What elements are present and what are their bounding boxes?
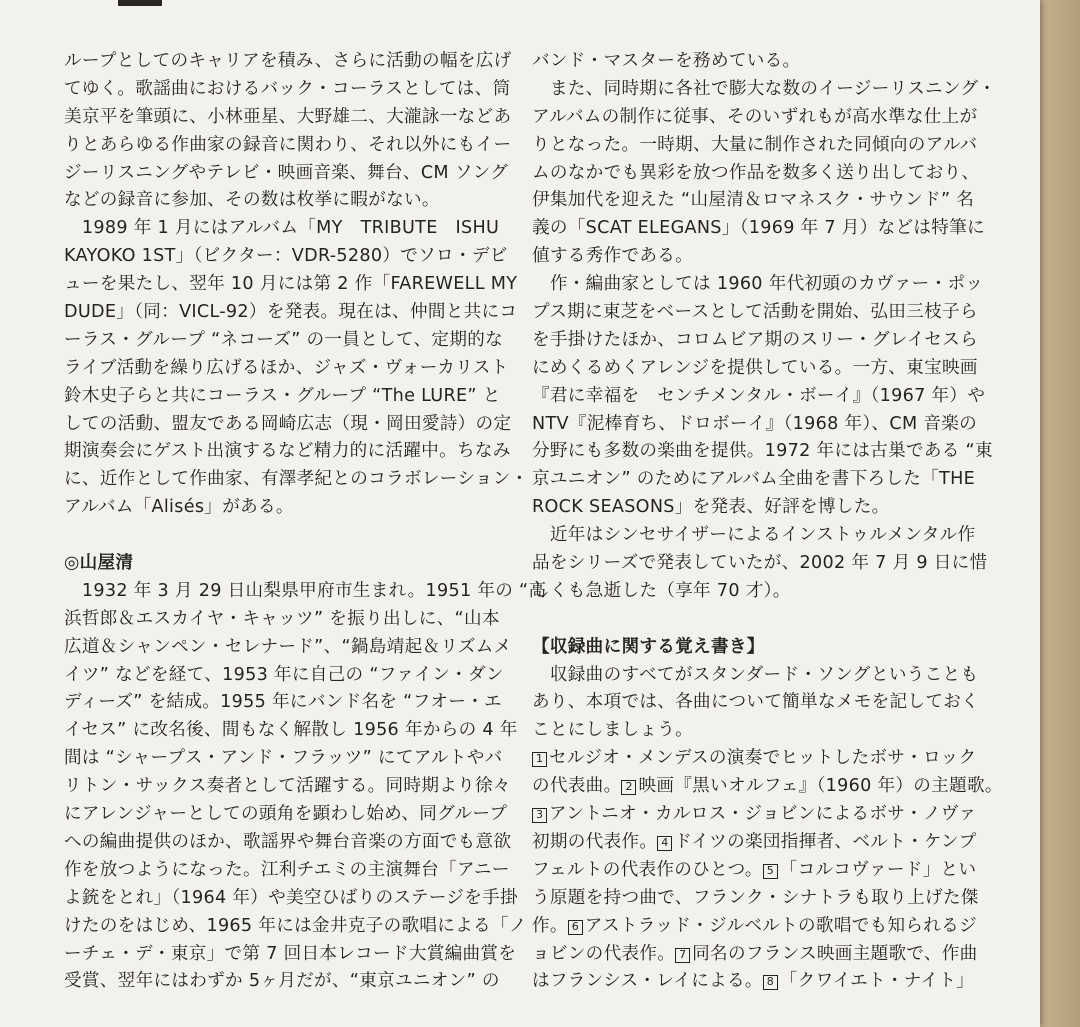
text-line: にめくるめくアレンジを提供している。一方、東宝映画 [532, 357, 978, 378]
section-heading-yamaya: ◎山屋清 [64, 553, 134, 574]
left-column [64, 48, 547, 996]
track-number-box: 4 [657, 836, 672, 851]
text-line: バンド・マスターを務めている。 [532, 51, 801, 71]
text-line: 値する秀作である。 [532, 246, 694, 267]
paragraph-notes-intro [532, 662, 994, 746]
track-number-box: 3 [532, 808, 547, 823]
paragraph-yamaya-bio [64, 578, 547, 996]
text-line: などの録音に参加、その数は枚挙に暇がない。 [64, 190, 440, 211]
text-line: 京ユニオン” のためにアルバム全曲を書下ろした「THE [532, 469, 976, 490]
text-line: に、近作として作曲家、有澤孝紀とのコラボレーション・ [64, 469, 529, 490]
text-line: プス期に東芝をベースとして活動を開始、弘田三枝子ら [532, 302, 978, 323]
track-note-text: アントニオ・カルロス・ジョビンによるボサ・ノヴァ [549, 804, 977, 825]
text-line: しての活動、盟友である岡崎広志（現・岡田愛詩）の定 [64, 413, 512, 434]
paragraph-arranger [532, 271, 994, 522]
track-note-text: の代表曲。 [532, 776, 622, 797]
text-line: 分野にも多数の楽曲を提供。1972 年には古巣である “東 [532, 441, 993, 462]
text-line: 1989 年 1 月にはアルバム「MY TRIBUTE ISHU [64, 218, 500, 239]
text-line: イセス” に改名後、間もなく解散し 1956 年からの 4 年 [64, 720, 518, 741]
text-line: りとなった。一時期、大量に制作された同傾向のアルバ [532, 134, 978, 155]
text-line: 受賞、翌年にはわずか 5ヶ月だが、“東京ユニオン” の [64, 971, 500, 992]
right-column [532, 48, 1003, 996]
text-line: けたのをはじめ、1965 年には金井克子の歌唱による「ノ [64, 915, 527, 936]
track-note-text: セルジオ・メンデスの演奏でヒットしたボサ・ロック [549, 748, 977, 769]
text-line: てゆく。歌謡曲におけるバック・コーラスとしては、筒 [64, 78, 511, 99]
track-number-box: 2 [621, 780, 636, 795]
text-line: への編曲提供のほか、歌謡界や舞台音楽の方面でも意欲 [64, 831, 512, 852]
text-line: ーチェ・デ・東京」で第 7 回日本レコード大賞編曲賞を [64, 943, 517, 964]
track-note-line [532, 885, 994, 913]
text-line: ディーズ” を結成。1955 年にバンド名を “フオー・エ [64, 692, 502, 713]
track-note-text: アストラッド・ジルベルトの歌唱でも知られるジ [584, 915, 977, 936]
track-note-text: う原題を持つ曲で、フランク・シナトラも取り上げた傑 [532, 887, 979, 908]
track-note-text: 同名のフランス映画主題歌で、作曲 [692, 943, 978, 964]
track-note-text: 初期の代表作。 [532, 831, 658, 852]
text-line: 間は “シャープス・アンド・フラッツ” にてアルトやバ [64, 748, 503, 769]
track-note-line [532, 968, 994, 996]
track-note-text: はフランシス・レイによる。 [532, 971, 763, 992]
paragraph-band-master [532, 48, 997, 271]
track-note-text: 「クワイエト・ナイト」 [779, 971, 975, 992]
text-line: 期演奏会にゲスト出演するなど精力的に活躍中。ちなみ [64, 441, 511, 462]
track-number-box: 5 [763, 864, 778, 879]
text-line: 広道＆シャンペン・セレナード”、“鍋島靖起＆リズムメ [64, 636, 512, 657]
text-line: KAYOKO 1ST」（ビクター：VDR-5280）でソロ・デビ [64, 246, 508, 267]
text-line: にアレンジャーとしての頭角を顕わし始め、同グループ [64, 804, 508, 825]
text-line: アルバムの制作に従事、そのいずれもが高水準な仕上が [532, 106, 978, 127]
text-line: あり、本項では、各曲について簡単なメモを記しておく [532, 692, 979, 713]
text-line: 『君に幸福を センチメンタル・ボーイ』（1967 年）や [532, 385, 986, 406]
text-line: 作を放つようになった。江利チエミの主演舞台「アニー [64, 859, 510, 880]
paragraph-intro [64, 48, 512, 215]
text-line: ムのなかでも異彩を放つ作品を数多く送り出しており、 [532, 162, 980, 183]
track-number-box: 1 [532, 752, 547, 767]
text-line: 美京平を筆頭に、小林亜星、大野雄二、大瀧詠一などあ [64, 106, 512, 127]
text-line: NTV『泥棒育ち、ドロボーイ』（1968 年）、CM 音楽の [532, 413, 978, 434]
text-line: 1932 年 3 月 29 日山梨県甲府市生まれ。1951 年の “高 [64, 580, 547, 601]
text-line: アルバム「Alisés」がある。 [64, 497, 294, 518]
text-line: ライブ活動を繰り広げるほか、ジャズ・ヴォーカリスト [64, 357, 509, 378]
paragraph-recent [532, 522, 994, 606]
text-line: しくも急逝した（享年 70 才）。 [532, 580, 791, 601]
text-line: ことにしましょう。 [532, 720, 694, 741]
track-note-line [532, 745, 994, 773]
text-line: を手掛けたほか、コロムビア期のスリー・グレイセスら [532, 329, 978, 350]
track-note-text: ョビンの代表作。 [532, 943, 676, 964]
text-line: 収録曲のすべてがスタンダード・ソングということも [532, 664, 979, 685]
track-number-box: 6 [568, 920, 583, 935]
text-line: 伊集加代を迎えた “山屋清＆ロマネスク・サウンド” 名 [532, 190, 975, 211]
track-note-line [532, 857, 994, 885]
track-note-line [532, 913, 994, 941]
track-note-text: 作。 [532, 915, 568, 936]
text-line: ループとしてのキャリアを積み、さらに活動の幅を広げ [64, 51, 512, 71]
text-line: よ銃をとれ」（1964 年）や美空ひばりのステージを手掛 [64, 887, 518, 908]
section-heading-notes: 【収録曲に関する覚え書き】 [532, 636, 765, 657]
track-note-text: フェルトの代表作のひとつ。 [532, 859, 763, 880]
text-line: ーラス・グループ “ネコーズ” の一員として、定期的な [64, 329, 504, 350]
text-line: また、同時期に各社で膨大な数のイージーリスニング・ [532, 78, 997, 99]
text-line: DUDE」（同：VICL-92）を発表。現在は、仲間と共にコ [64, 302, 518, 323]
track-notes [532, 745, 1003, 996]
text-line: 作・編曲家としては 1960 年代初頭のカヴァー・ポッ [532, 274, 984, 295]
track-note-text: 「コルコヴァード」とい [779, 859, 977, 880]
track-note-text: 映画『黒いオルフェ』（1960 年）の主題歌。 [638, 776, 1003, 797]
text-line: イツ” などを経て、1953 年に自己の “ファイン・ダン [64, 664, 504, 685]
text-line: ューを果たし、翌年 10 月には第 2 作「FAREWELL MY [64, 274, 518, 295]
track-note-line [532, 773, 1003, 801]
text-line: 品をシリーズで発表していたが、2002 年 7 月 9 日に惜 [532, 553, 988, 574]
track-note-line [532, 941, 994, 969]
page-edge-tab [118, 0, 162, 6]
track-note-line [532, 801, 994, 829]
track-note-text: ドイツの楽団指揮者、ベルト・ケンプ [674, 831, 977, 852]
text-line: 近年はシンセサイザーによるインストゥルメンタル作 [532, 525, 976, 546]
paragraph-1989 [64, 215, 529, 522]
track-note-line [532, 829, 994, 857]
text-line: ROCK SEASONS」を発表、好評を博した。 [532, 497, 890, 518]
track-number-box: 7 [675, 948, 690, 963]
text-line: 浜哲郎＆エスカイヤ・キャッツ” を振り出しに、“山本 [64, 608, 500, 629]
text-line: ジーリスニングやテレビ・映画音楽、舞台、CM ソング [64, 162, 509, 183]
text-line: リトン・サックス奏者として活躍する。同時期より徐々 [64, 776, 511, 797]
text-line: 義の「SCAT ELEGANS」（1969 年 7 月）などは特筆に [532, 218, 985, 239]
track-number-box: 8 [763, 975, 778, 990]
text-line: りとあらゆる作曲家の録音に関わり、それ以外にもイー [64, 134, 512, 155]
text-line: 鈴木史子らと共にコーラス・グループ “The LURE” と [64, 385, 501, 406]
